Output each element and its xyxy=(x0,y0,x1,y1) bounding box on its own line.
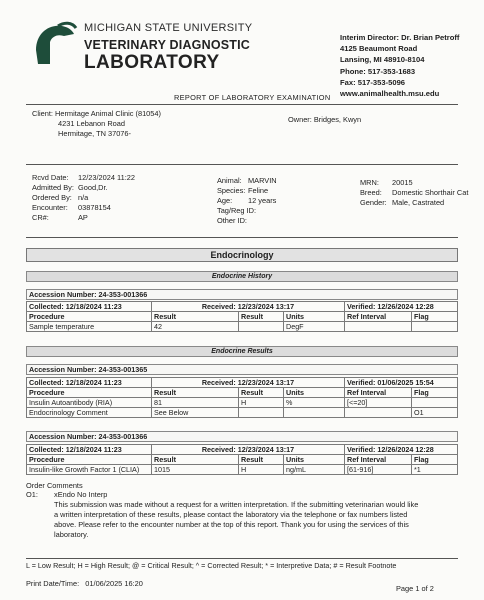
ref-interval: [<=20] xyxy=(345,398,412,408)
verified-label: Verified: xyxy=(347,302,376,311)
history-verified: 12/26/2024 12:28 xyxy=(377,302,434,311)
received-label: Received: xyxy=(201,445,236,454)
results2-collected: 12/18/2024 11:23 xyxy=(65,445,122,454)
units xyxy=(284,408,345,418)
section-title-endocrinology: Endocrinology xyxy=(26,248,458,262)
university-name: MICHIGAN STATE UNIVERSITY xyxy=(84,22,253,34)
age: 12 years xyxy=(248,196,277,205)
results1-received: 12/23/2024 13:17 xyxy=(237,378,295,387)
gender: Male, Castrated xyxy=(392,198,445,207)
client-address-line2: Hermitage, TN 37076- xyxy=(58,129,131,138)
col-flag: Flag xyxy=(412,388,458,398)
client-address-line1: 4231 Lebanon Road xyxy=(58,119,125,128)
client-name: Client: Hermitage Animal Clinic (81054) xyxy=(32,109,161,118)
col-procedure: Procedure xyxy=(27,388,152,398)
report-title: REPORT OF LABORATORY EXAMINATION xyxy=(174,93,331,102)
col-units: Units xyxy=(284,312,345,322)
director: Interim Director: Dr. Brian Petroff xyxy=(340,33,460,42)
result: 81 xyxy=(152,398,239,408)
client-divider xyxy=(26,164,458,165)
rcvd-date: 12/23/2024 11:22 xyxy=(78,173,135,182)
collected-label: Collected: xyxy=(29,445,64,454)
received-label: Received: xyxy=(201,378,236,387)
animal-label: Animal: xyxy=(217,176,242,185)
history-received: 12/23/2024 13:17 xyxy=(237,302,295,311)
order-comment-body-line2: a written interpretation of these results, please contact the laboratory via the telephone or fax numbers listed xyxy=(54,510,408,519)
species: Feline xyxy=(248,186,269,195)
col-result-2: Result xyxy=(239,388,284,398)
ordered-by: n/a xyxy=(78,193,89,202)
results1-collected: 12/18/2024 11:23 xyxy=(65,378,122,387)
history-header-row xyxy=(27,312,458,322)
encounter-number: 03878154 xyxy=(78,203,111,212)
rcvd-date-label: Rcvd Date: xyxy=(32,173,69,182)
order-comment-body-line4: laboratory. xyxy=(54,530,89,539)
history-table xyxy=(26,301,458,332)
col-procedure: Procedure xyxy=(27,312,152,322)
print-date-label: Print Date/Time: xyxy=(26,579,80,588)
ref-interval: [61-916] xyxy=(345,465,412,475)
result: See Below xyxy=(152,408,239,418)
gender-label: Gender: xyxy=(360,198,387,207)
owner-name: Owner: Bridges, Kwyn xyxy=(288,115,362,124)
animal-name: MARVIN xyxy=(248,176,277,185)
flag: O1 xyxy=(412,408,458,418)
msu-spartan-helmet-logo xyxy=(28,20,78,72)
col-ref-interval: Ref Interval xyxy=(345,388,412,398)
col-result-2: Result xyxy=(239,455,284,465)
breed-label: Breed: xyxy=(360,188,382,197)
procedure: Endocrinology Comment xyxy=(27,408,152,418)
lab-contact-block xyxy=(340,32,459,99)
order-comment-body-line3: above. Please refer to the encounter number at the top of this report. Thank you for using the services of this xyxy=(54,520,409,529)
collected-label: Collected: xyxy=(29,378,64,387)
history-collected: 12/18/2024 11:23 xyxy=(65,302,122,311)
table-row xyxy=(27,408,458,418)
order-comment-heading: xEndo No Interp xyxy=(54,490,108,499)
results1-header-row xyxy=(27,388,458,398)
units: ng/mL xyxy=(284,465,345,475)
col-units: Units xyxy=(284,455,345,465)
encounter-label: Encounter: xyxy=(32,203,68,212)
admitted-by: Good,Dr. xyxy=(78,183,108,192)
phone: Phone: 517-353-1683 xyxy=(340,66,416,76)
result-flag xyxy=(239,322,284,332)
col-result: Result xyxy=(152,312,239,322)
result: 1015 xyxy=(152,465,239,475)
footer-divider xyxy=(26,558,458,559)
verified-label: Verified: xyxy=(347,445,376,454)
mrn-label: MRN: xyxy=(360,178,379,187)
col-flag: Flag xyxy=(412,312,458,322)
col-result: Result xyxy=(152,388,239,398)
table-row xyxy=(27,398,458,408)
col-flag: Flag xyxy=(412,455,458,465)
admitted-by-label: Admitted By: xyxy=(32,183,74,192)
results1-dates-row xyxy=(27,378,458,388)
subsection-endocrine-history: Endocrine History xyxy=(26,271,458,282)
print-date-value: 01/06/2025 16:20 xyxy=(85,579,143,588)
collected-label: Collected: xyxy=(29,302,64,311)
case-divider xyxy=(26,237,458,238)
cr-number: AP xyxy=(78,213,88,222)
verified-label: Verified: xyxy=(347,378,376,387)
other-id-label: Other ID: xyxy=(217,216,247,225)
accession-results-2: Accession Number: 24-353-001366 xyxy=(26,431,458,442)
print-date xyxy=(26,579,143,588)
tag-reg-id-label: Tag/Reg ID: xyxy=(217,206,257,215)
flag: *1 xyxy=(412,465,458,475)
results2-table xyxy=(26,444,458,475)
results2-received: 12/23/2024 13:17 xyxy=(237,445,295,454)
order-comment-code: O1: xyxy=(26,490,38,499)
ref-interval xyxy=(345,408,412,418)
table-row xyxy=(27,322,458,332)
order-comment-body-line1: This submission was made without a request for a written interpretation. If the submitting veterinarian would like xyxy=(54,500,419,509)
results2-header-row xyxy=(27,455,458,465)
accession-results-1: Accession Number: 24-353-001365 xyxy=(26,364,458,375)
header-divider xyxy=(26,104,458,105)
result: 42 xyxy=(152,322,239,332)
age-label: Age: xyxy=(217,196,233,205)
fax: Fax: 517-353-5096 xyxy=(340,77,406,87)
ref-interval xyxy=(345,322,412,332)
cr-label: CR#: xyxy=(32,213,49,222)
col-units: Units xyxy=(284,388,345,398)
col-result-2: Result xyxy=(239,312,284,322)
results1-table xyxy=(26,377,458,418)
procedure: Insulin Autoantibody (RIA) xyxy=(27,398,152,408)
breed: Domestic Shorthair Cat xyxy=(392,188,469,197)
units: % xyxy=(284,398,345,408)
result-legend: L = Low Result; H = High Result; @ = Critical Result; ^ = Corrected Result; * = Interpretive Data; # = Result Footnote xyxy=(26,561,397,570)
flag xyxy=(412,322,458,332)
col-procedure: Procedure xyxy=(27,455,152,465)
lab-name-line1: VETERINARY DIAGNOSTIC xyxy=(84,38,251,52)
result-flag xyxy=(239,408,284,418)
procedure: Sample temperature xyxy=(27,322,152,332)
results2-verified: 12/26/2024 12:28 xyxy=(377,445,434,454)
procedure: Insulin-like Growth Factor 1 (CLIA) xyxy=(27,465,152,475)
results2-dates-row xyxy=(27,445,458,455)
subsection-endocrine-results: Endocrine Results xyxy=(26,346,458,357)
species-label: Species: xyxy=(217,186,246,195)
website-link[interactable]: www.animalhealth.msu.edu xyxy=(340,89,440,99)
results1-verified: 01/06/2025 15:54 xyxy=(377,378,434,387)
lab-name-line2: LABORATORY xyxy=(84,52,220,73)
col-result: Result xyxy=(152,455,239,465)
mrn: 20015 xyxy=(392,178,413,187)
received-label: Received: xyxy=(201,302,236,311)
col-ref-interval: Ref Interval xyxy=(345,455,412,465)
accession-history: Accession Number: 24-353-001366 xyxy=(26,289,458,300)
col-ref-interval: Ref Interval xyxy=(345,312,412,322)
order-comments-title: Order Comments xyxy=(26,481,83,490)
units: DegF xyxy=(284,322,345,332)
table-row xyxy=(27,465,458,475)
address-line1: 4125 Beaumont Road xyxy=(340,44,418,54)
history-dates-row xyxy=(27,302,458,312)
address-line2: Lansing, MI 48910-8104 xyxy=(340,55,425,65)
page-number: Page 1 of 2 xyxy=(396,584,434,593)
result-flag: H xyxy=(239,465,284,475)
ordered-by-label: Ordered By: xyxy=(32,193,72,202)
flag xyxy=(412,398,458,408)
result-flag: H xyxy=(239,398,284,408)
